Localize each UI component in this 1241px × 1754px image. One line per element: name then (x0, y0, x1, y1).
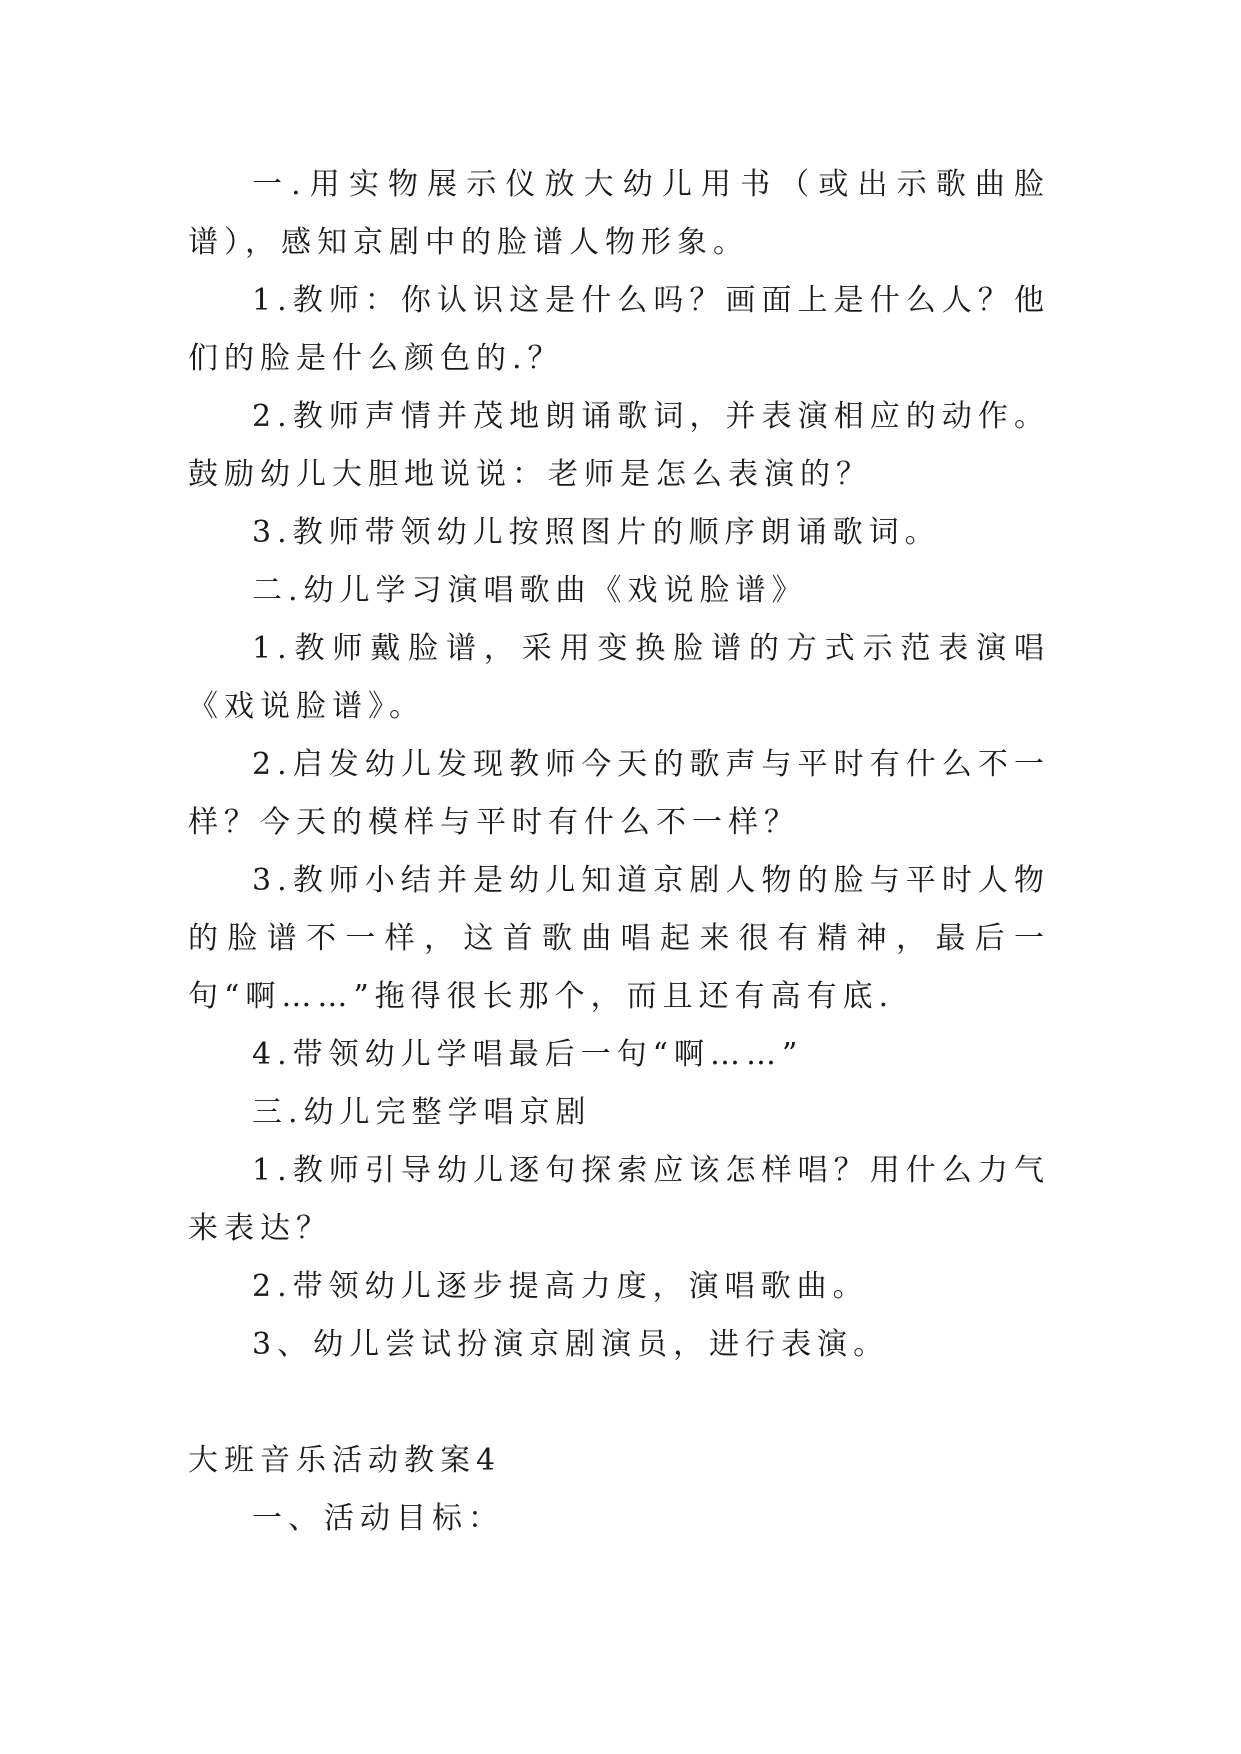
paragraph-step-3-3: 3、幼儿尝试扮演京剧演员，进行表演。 (252, 1327, 890, 1362)
section-title: 大班音乐活动教案4 (188, 1443, 502, 1478)
paragraph-step-2-1: 1.教师戴脸谱，采用变换脸谱的方式示范表演唱《戏说脸谱》。 (188, 631, 1050, 724)
paragraph-goals-heading: 一、活动目标： (252, 1501, 504, 1536)
paragraph-step-2-4: 4.带领幼儿学唱最后一句“啊……” (252, 1037, 804, 1072)
paragraph-step-2-3: 3.教师小结并是幼儿知道京剧人物的脸与平时人物的脸谱不一样，这首歌曲唱起来很有精神，最后一句“啊……”拖得很长那个，而且还有高有底. (188, 863, 1050, 1014)
paragraph-step-3-1: 1.教师引导幼儿逐句探索应该怎样唱？用什么力气来表达？ (188, 1153, 1050, 1246)
paragraph-step-2: 二.幼儿学习演唱歌曲《戏说脸谱》 (252, 573, 808, 608)
paragraph-step-3: 三.幼儿完整学唱京剧 (252, 1095, 592, 1130)
section-spacer (188, 1374, 1050, 1432)
paragraph-step-2-2: 2.启发幼儿发现教师今天的歌声与平时有什么不一样？今天的模样与平时有什么不一样？ (188, 747, 1050, 840)
paragraph-step-1-3: 3.教师带领幼儿按照图片的顺序朗诵歌词。 (252, 515, 941, 550)
paragraph-step-3-2: 2.带领幼儿逐步提高力度，演唱歌曲。 (252, 1269, 869, 1304)
paragraph-step-1-1: 1.教师：你认识这是什么吗？画面上是什么人？他们的脸是什么颜色的.？ (188, 283, 1050, 376)
paragraph-step-1-2: 2.教师声情并茂地朗诵歌词，并表演相应的动作。鼓励幼儿大胆地说说：老师是怎么表演的？ (188, 399, 1050, 492)
document-body (188, 156, 1050, 1548)
paragraph-intro-step-1: 一.用实物展示仪放大幼儿用书（或出示歌曲脸谱），感知京剧中的脸谱人物形象。 (188, 167, 1050, 260)
